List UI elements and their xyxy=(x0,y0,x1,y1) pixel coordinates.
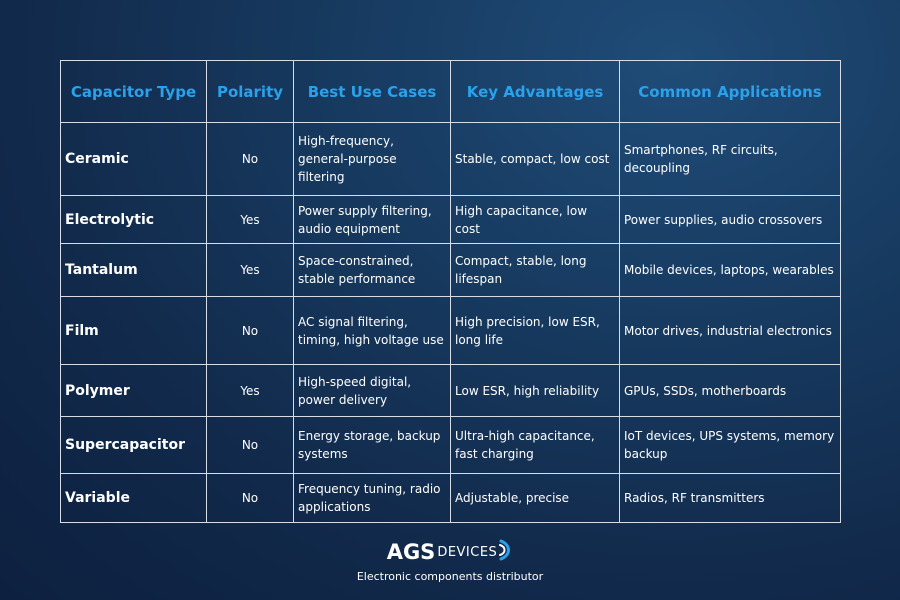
cell-use-cases: Power supply filtering, audio equipment xyxy=(294,196,451,244)
header-best-use-cases: Best Use Cases xyxy=(294,61,451,123)
cell-polarity: No xyxy=(207,417,294,474)
footer xyxy=(0,538,900,583)
cell-polarity: No xyxy=(207,474,294,523)
cell-polarity: No xyxy=(207,123,294,196)
table-row xyxy=(61,417,841,474)
table-row xyxy=(61,123,841,196)
cell-type: Ceramic xyxy=(61,123,207,196)
header-key-advantages: Key Advantages xyxy=(451,61,620,123)
capacitor-comparison-table-container xyxy=(60,60,840,523)
ags-devices-logo xyxy=(387,538,514,566)
cell-applications: Smartphones, RF circuits, decoupling xyxy=(620,123,841,196)
table-row xyxy=(61,474,841,523)
table-header-row xyxy=(61,61,841,123)
tagline: Electronic components distributor xyxy=(356,570,544,583)
cell-polarity: Yes xyxy=(207,244,294,297)
cell-applications: Mobile devices, laptops, wearables xyxy=(620,244,841,297)
cell-applications: Motor drives, industrial electronics xyxy=(620,297,841,365)
table-row xyxy=(61,196,841,244)
cell-polarity: Yes xyxy=(207,365,294,417)
cell-advantages: Ultra-high capacitance, fast charging xyxy=(451,417,620,474)
cell-type: Supercapacitor xyxy=(61,417,207,474)
header-capacitor-type: Capacitor Type xyxy=(61,61,207,123)
cell-applications: IoT devices, UPS systems, memory backup xyxy=(620,417,841,474)
cell-applications: Radios, RF transmitters xyxy=(620,474,841,523)
cell-type: Variable xyxy=(61,474,207,523)
table-row xyxy=(61,244,841,297)
cell-use-cases: Space-constrained, stable performance xyxy=(294,244,451,297)
cell-advantages: High capacitance, low cost xyxy=(451,196,620,244)
logo-ags-text: AGS xyxy=(386,540,436,564)
cell-advantages: High precision, low ESR, long life xyxy=(451,297,620,365)
cell-type: Polymer xyxy=(61,365,207,417)
cell-use-cases: AC signal filtering, timing, high voltage use xyxy=(294,297,451,365)
cell-use-cases: High-speed digital, power delivery xyxy=(294,365,451,417)
header-common-applications: Common Applications xyxy=(620,61,841,123)
cell-use-cases: Frequency tuning, radio applications xyxy=(294,474,451,523)
cell-applications: GPUs, SSDs, motherboards xyxy=(620,365,841,417)
table-row xyxy=(61,365,841,417)
table-row xyxy=(61,297,841,365)
cell-use-cases: High-frequency, general-purpose filtering xyxy=(294,123,451,196)
cell-advantages: Low ESR, high reliability xyxy=(451,365,620,417)
cell-advantages: Adjustable, precise xyxy=(451,474,620,523)
cell-advantages: Compact, stable, long lifespan xyxy=(451,244,620,297)
header-polarity: Polarity xyxy=(207,61,294,123)
cell-use-cases: Energy storage, backup systems xyxy=(294,417,451,474)
logo-devices-text: DEVICES xyxy=(437,544,498,560)
cell-advantages: Stable, compact, low cost xyxy=(451,123,620,196)
cell-type: Film xyxy=(61,297,207,365)
cell-applications: Power supplies, audio crossovers xyxy=(620,196,841,244)
capacitor-comparison-table xyxy=(60,60,841,523)
cell-type: Tantalum xyxy=(61,244,207,297)
cell-polarity: Yes xyxy=(207,196,294,244)
swoosh-icon xyxy=(499,539,513,565)
cell-polarity: No xyxy=(207,297,294,365)
cell-type: Electrolytic xyxy=(61,196,207,244)
